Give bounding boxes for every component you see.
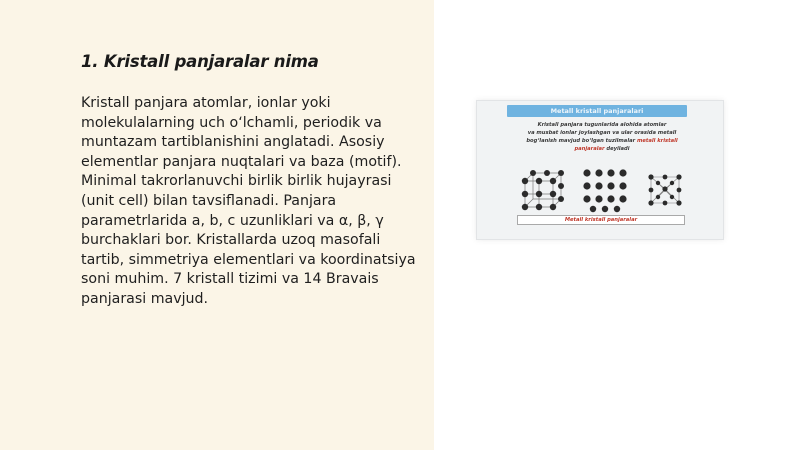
figure-caption-highlight1: metall kristall — [636, 138, 678, 144]
figure-caption-line2: va musbat ionlar joylashgan va ular orasida metall — [527, 130, 677, 136]
diamond-lattice — [648, 174, 681, 205]
crystal-lattice-figure — [476, 100, 724, 240]
figure-caption-line3: bog‘lanish mavjud bo‘lgan tuzilmalar — [526, 138, 636, 144]
figure-caption-end: deyiladi — [606, 146, 630, 152]
slide-body-text: Kristall panjara atomlar, ionlar yoki molekulalarning uch o‘lchamli, periodik va muntazam tartiblanishini anglatadi. Asosiy elementlar panjara nuqtalari va baza (motif). Minimal takrorlanuvchi birlik birlik hujayrasi (unit cell) bilan tavsiflanadi. Panjara parametrlarida a, b, c uzunliklari va α, β, γ burchaklari bor. Kristallarda uzoq masofali tartib, simmetriya elementlari va koordinatsiya soni muhim. 7 kristall tizimi va 14 Bravais panjarasi mavjud. — [81, 95, 416, 307]
lattice-structures — [519, 167, 694, 215]
figure-caption-line1: Kristall panjara tugunlarida alohida atomlar — [537, 122, 667, 128]
slide-title: 1. Kristall panjaralar nima — [81, 52, 319, 71]
close-packed-lattice — [583, 169, 626, 212]
figure-caption — [517, 121, 687, 153]
figure-header: Metall kristall panjaralari — [507, 105, 687, 117]
figure-caption-highlight2: panjaralar — [574, 146, 605, 152]
simple-cubic-lattice — [522, 170, 564, 210]
figure-label: Metall kristall panjaralar — [517, 215, 685, 225]
